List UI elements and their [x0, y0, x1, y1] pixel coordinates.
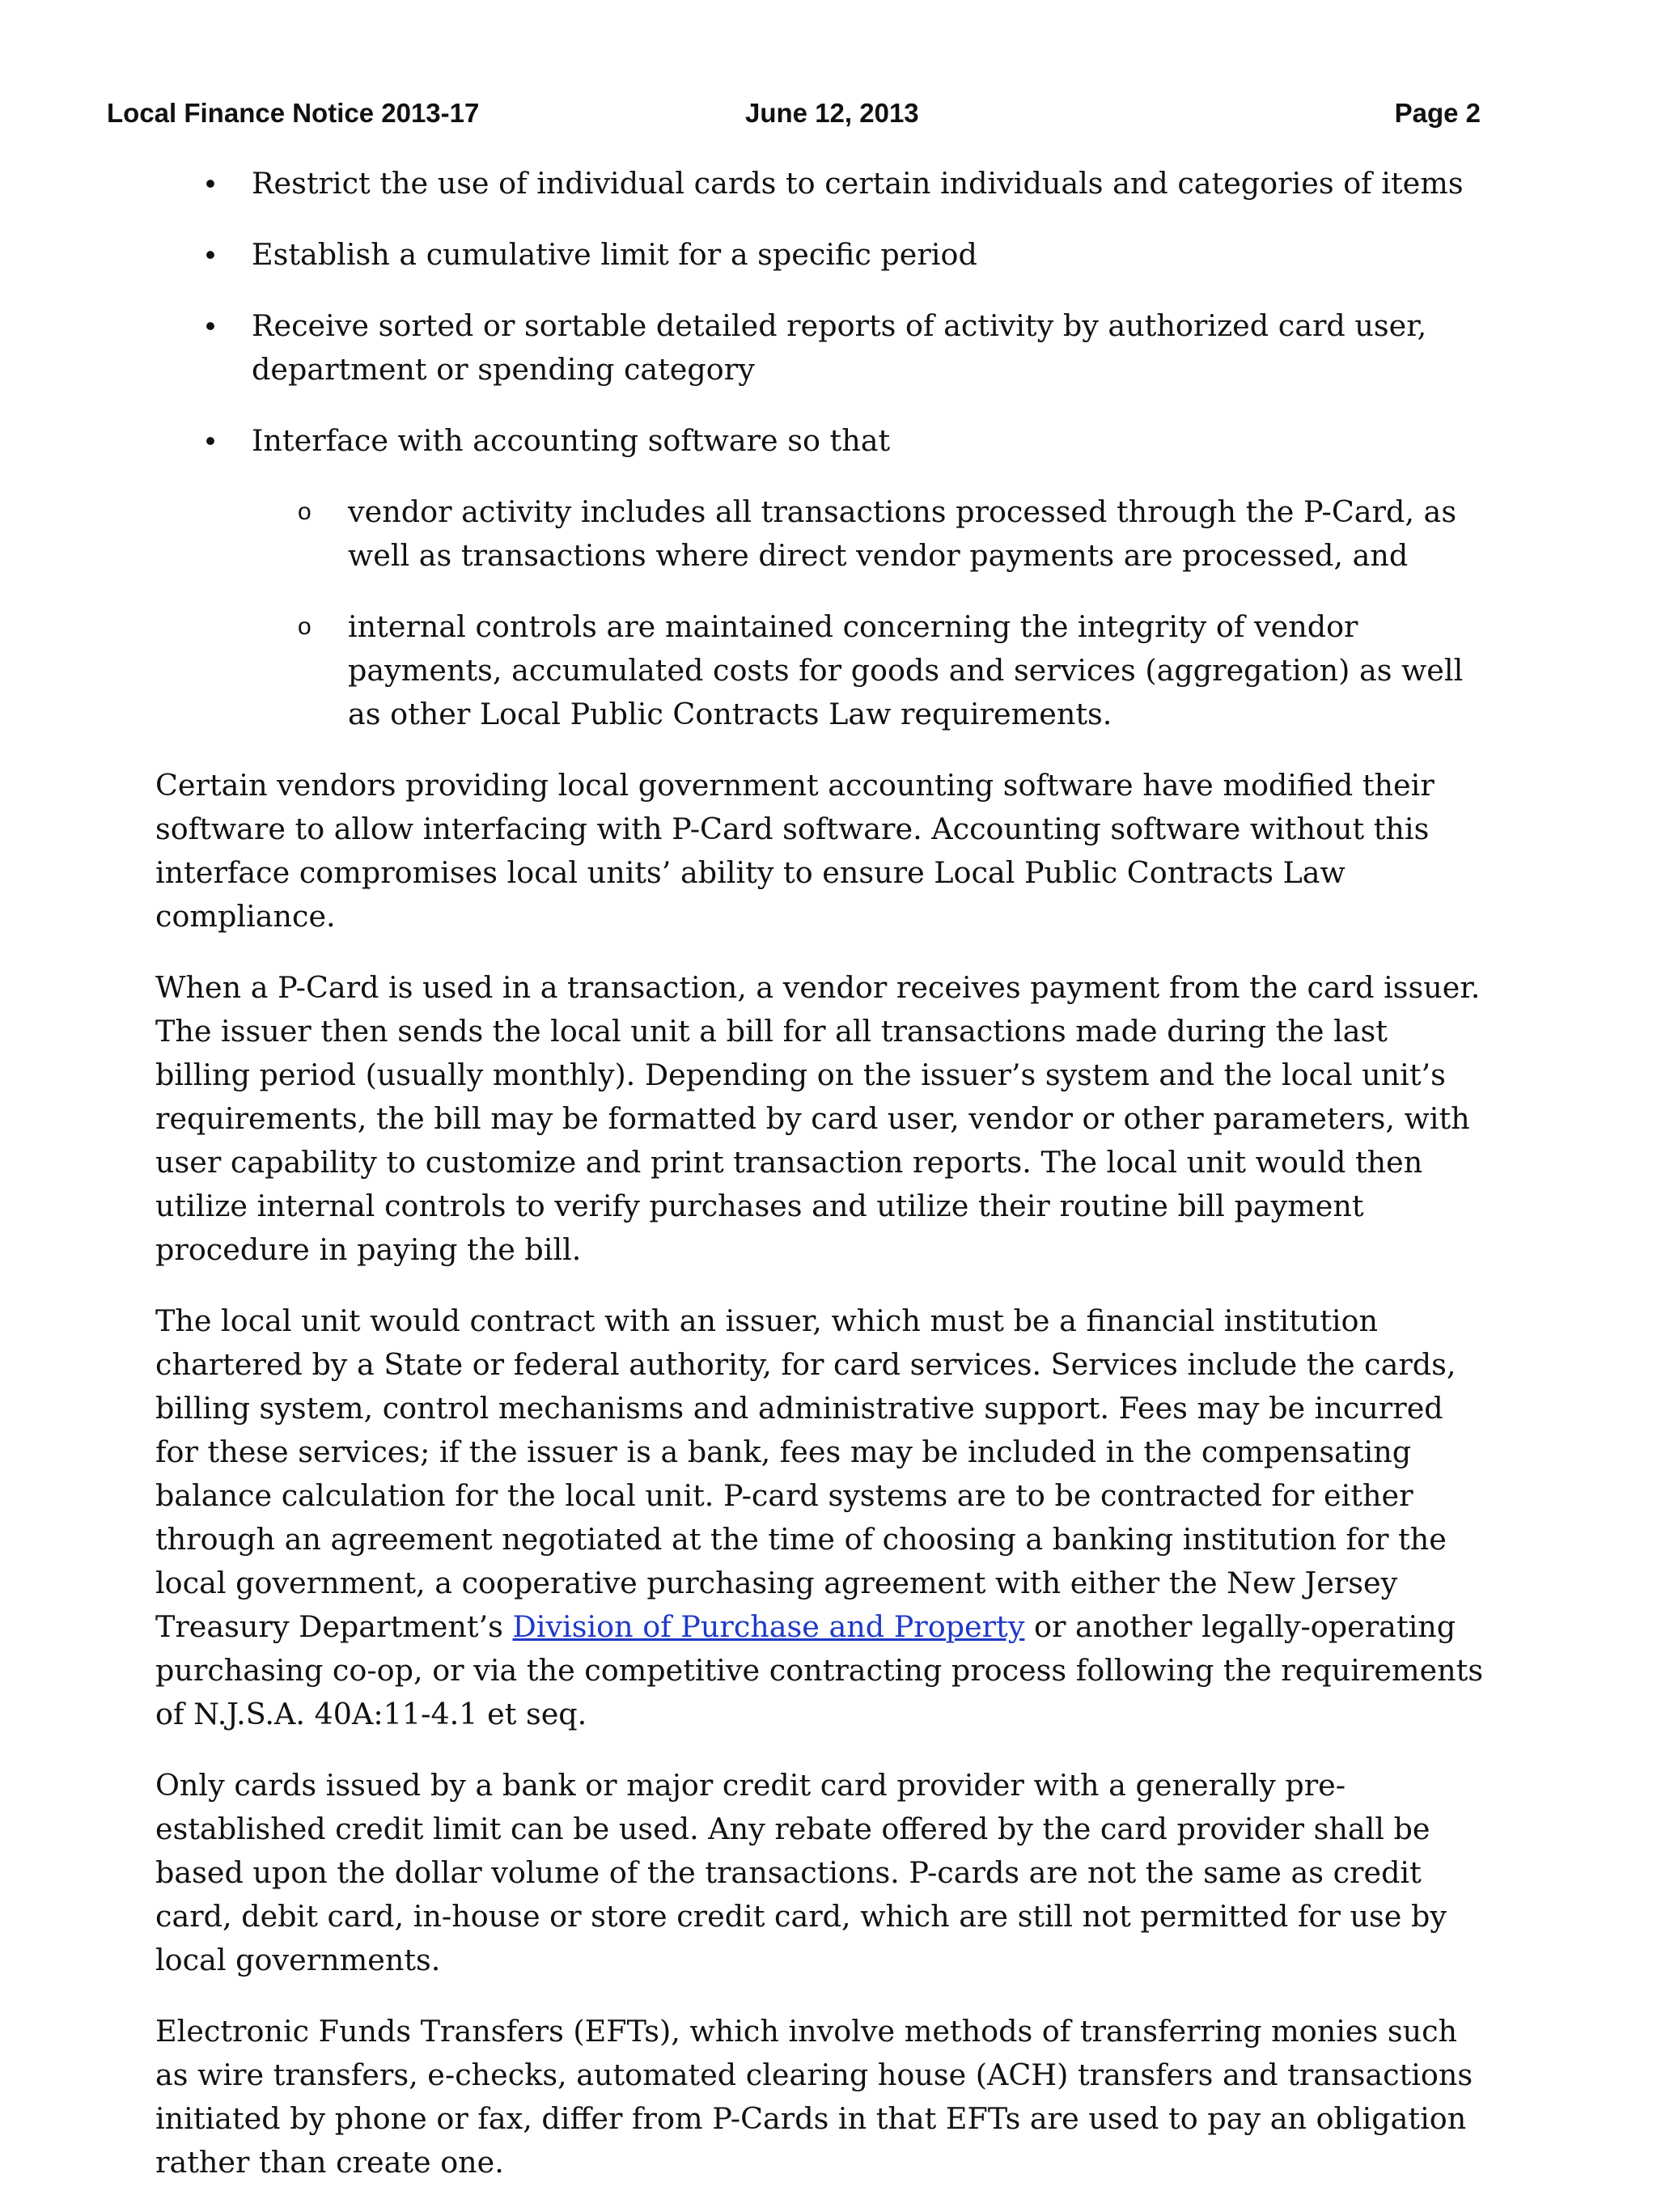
list-item-text: Establish a cumulative limit for a specific period [252, 237, 977, 272]
sub-list-item [298, 490, 1490, 578]
list-item [155, 162, 1490, 206]
paragraph-eft: Electronic Funds Transfers (EFTs), which involve methods of transferring monies such as wire transfers, e-checks, automated clearing house (ACH) transfers and transactions initiated by phone or fax, differ from P-Cards in that EFTs are used to pay an obligation rather than create one. [155, 2014, 1473, 2180]
sub-list-item [298, 605, 1490, 736]
paragraph-card-limits: Only cards issued by a bank or major credit card provider with a generally pre-established credit limit can be used. Any rebate offered by the card provider shall be based upon the dollar volume of the transactions. P-cards are not the same as credit card, debit card, in-house or store credit card, which are still not permitted for use by local governments. [155, 1768, 1447, 1977]
list-item-text: Interface with accounting software so that [252, 423, 891, 458]
bullet-icon: • [205, 238, 216, 271]
paragraph-issuer-contract [155, 1299, 1490, 1736]
page-header [107, 95, 1481, 131]
list-item [155, 304, 1490, 392]
requirements-list [155, 162, 1490, 736]
list-item [155, 419, 1490, 736]
notice-date: June 12, 2013 [745, 98, 919, 128]
page-number: Page 2 [1394, 98, 1481, 128]
paragraph-pcard-transaction: When a P-Card is used in a transaction, a vendor receives payment from the card issuer. The issuer then sends the local unit a bill for all transactions made during the last billing period (usually monthly). Depending on the issuer’s system and the local unit’s requirements, the bill may be formatted by card user, vendor or other parameters, with user capability to customize and print transaction reports. The local unit would then utilize internal controls to verify purchases and utilize their routine bill payment procedure in paying the bill. [155, 970, 1481, 1267]
bullet-icon: • [205, 309, 216, 342]
bullet-icon: • [205, 424, 216, 457]
circle-bullet-icon: o [298, 613, 311, 640]
paragraph-text: The local unit would contract with an issuer, which must be a financial institution chartered by a State or federal authority, for card services. Services include the cards, billing system, control mechanisms and administrative support. Fees may be incurred for these services; if the issuer is a bank, fees may be included in the compensating balance calculation for the local unit. P-card systems are to be contracted for either through an agreement negotiated at the time of choosing a banking institution for the local government, a cooperative purchasing agreement with either the New Jersey Treasury Department’s [155, 1303, 1456, 1644]
list-item-text: Restrict the use of individual cards to certain individuals and categories of items [252, 166, 1464, 201]
list-item [155, 233, 1490, 277]
paragraph-accounting-software: Certain vendors providing local government accounting software have modified their software to allow interfacing with P-Card software. Accounting software without this interface compromises local units’ ability to ensure Local Public Contracts Law compliance. [155, 768, 1435, 934]
sub-list-item-text: vendor activity includes all transactions processed through the P-Card, as well as transactions where direct vendor payments are processed, and [348, 494, 1457, 573]
bullet-icon: • [205, 167, 216, 200]
list-item-text: Receive sorted or sortable detailed reports of activity by authorized card user, department or spending category [252, 308, 1427, 387]
circle-bullet-icon: o [298, 498, 311, 525]
sub-list-item-text: internal controls are maintained concerning the integrity of vendor payments, accumulated costs for goods and services (aggregation) as well as other Local Public Contracts Law requirements. [348, 609, 1464, 731]
paragraph-text: or another legally-operating purchasing co-op, or via the competitive contracting process following the requirements of N.J.S.A. 40A:11-4.1 et seq. [155, 1609, 1484, 1731]
notice-number: Local Finance Notice 2013-17 [107, 98, 480, 128]
division-of-purchase-link[interactable]: Division of Purchase and Property [512, 1609, 1025, 1644]
document-body [155, 162, 1490, 2212]
sub-list [252, 490, 1490, 736]
